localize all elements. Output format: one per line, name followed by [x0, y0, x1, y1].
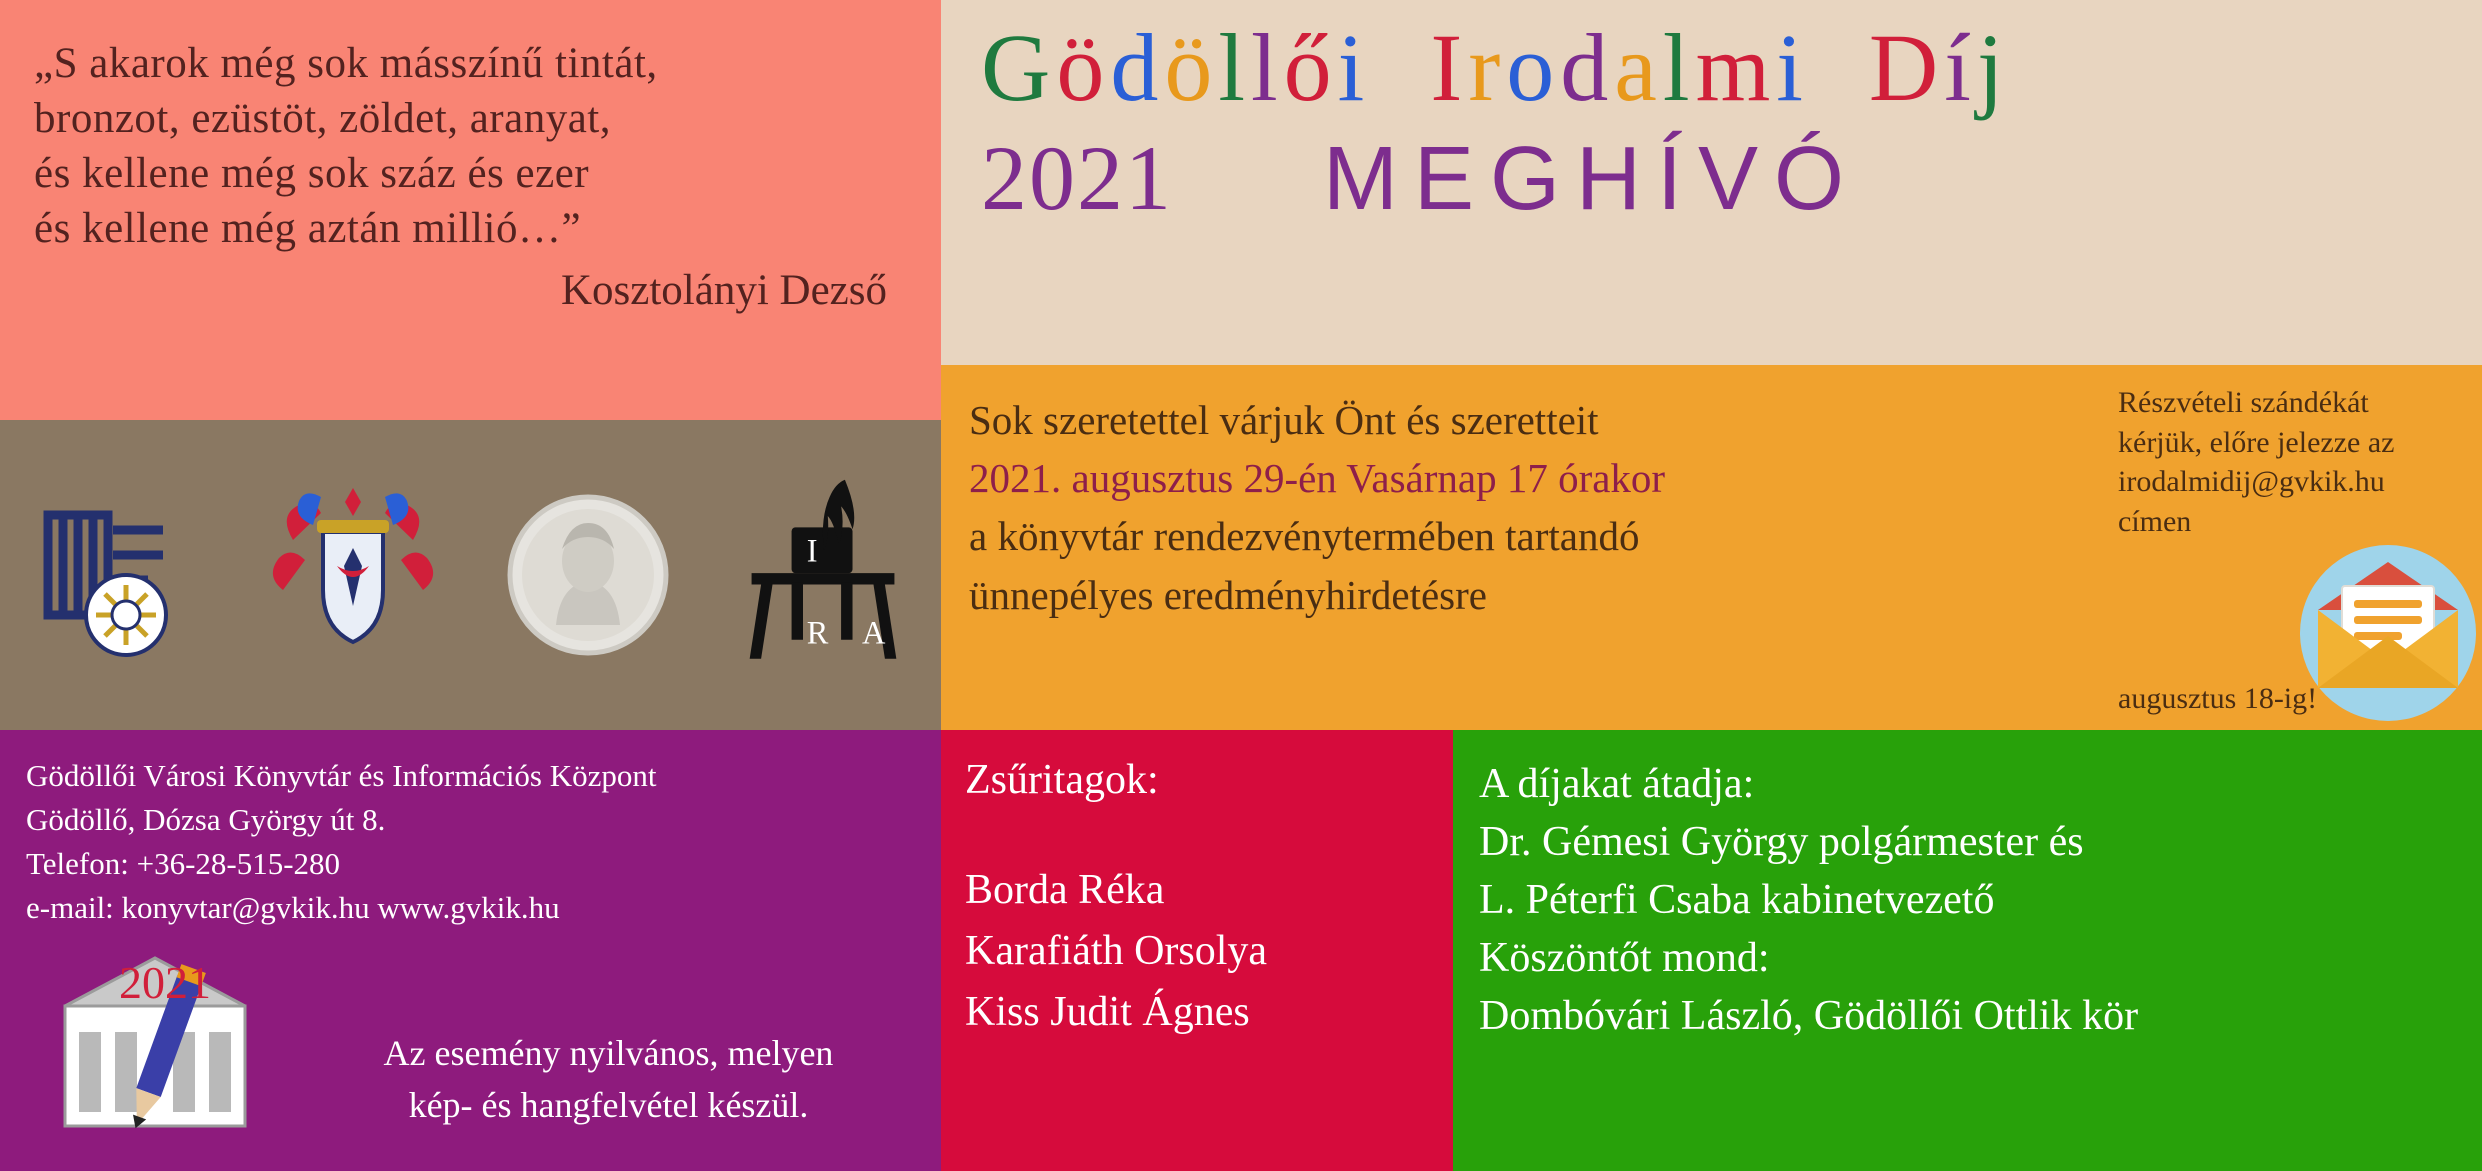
library-mark-year: 2021: [119, 957, 211, 1008]
contact-address: Gödöllő, Dózsa György út 8.: [26, 802, 386, 838]
title-letter-20: j: [1976, 14, 2010, 121]
meghivo-label: MEGHÍVÓ: [1323, 128, 1861, 229]
quote-line-2: bronzot, ezüstöt, zöldet, aranyat,: [34, 95, 611, 143]
invitation-line-1: Sok szeretettel várjuk Önt és szeretteit: [969, 397, 1599, 443]
title-letter-3: ö: [1164, 14, 1219, 121]
title-letter-9: I: [1430, 14, 1469, 121]
title-letter-7: i: [1337, 14, 1371, 121]
title-panel: [941, 0, 2482, 365]
contact-note-line-1: Az esemény nyilvános, melyen: [383, 1032, 834, 1073]
quote-line-1: „S akarok még sok másszínű tintát,: [34, 40, 658, 87]
medal-portrait: [488, 470, 688, 680]
title-letter-15: m: [1695, 14, 1777, 121]
title-letter-12: d: [1560, 14, 1615, 121]
library-logo-icon: [18, 475, 218, 675]
logos-panel: [0, 420, 941, 730]
page-title: [981, 14, 2482, 121]
contact-note-line-2: kép- és hangfelvétel készül.: [408, 1084, 809, 1125]
title-letter-4: l: [1218, 14, 1251, 121]
envelope-icon: [2278, 528, 2478, 728]
jury-title: Zsűritagok:: [965, 757, 1159, 803]
rsvp-line-1: Részvételi szándékát: [2118, 386, 2369, 419]
ira-desk-logo: [723, 470, 923, 680]
jury-member-2: Karafiáth Orsolya: [965, 927, 1268, 974]
jury-member-1: Borda Réka: [965, 867, 1165, 913]
title-letter-19: í: [1944, 14, 1977, 121]
ira-desk-icon: [723, 465, 923, 685]
awards-greeting-heading: Köszöntőt mond:: [1479, 934, 1770, 981]
svg-text:R: R: [807, 615, 829, 652]
title-letter-16: i: [1776, 14, 1809, 121]
contact-panel: [0, 730, 941, 1171]
year-label: 2021: [981, 126, 1173, 229]
awards-greeting-person: Dombóvári László, Gödöllői Ottlik kör: [1479, 992, 2139, 1039]
title-letter-8: [1370, 18, 1430, 119]
title-letter-2: d: [1110, 14, 1165, 121]
quote-line-3: és kellene még sok száz és ezer: [34, 150, 590, 198]
title-letter-6: ő: [1283, 14, 1338, 121]
rsvp-line-4: címen: [2118, 504, 2192, 538]
medal-portrait-icon: [488, 475, 688, 675]
quote-author: Kosztolányi Dezső: [560, 267, 887, 315]
quote-panel: [0, 0, 941, 420]
coat-of-arms-icon: [253, 470, 453, 680]
awards-panel: [1453, 730, 2482, 1171]
title-letter-11: o: [1506, 14, 1561, 121]
subtitle-row: [981, 125, 2482, 231]
jury-panel: [941, 730, 1453, 1171]
rsvp-deadline: augusztus 18-ig!: [2118, 682, 2318, 715]
title-letter-1: ö: [1056, 14, 1111, 121]
invitation-panel: [941, 365, 2102, 730]
rsvp-line-2: kérjük, előre jelezze az: [2118, 425, 2395, 459]
contact-organization: Gödöllői Városi Könyvtár és Információs Központ: [26, 758, 657, 793]
library-mark-icon: [45, 936, 285, 1151]
svg-text:I: I: [807, 533, 818, 570]
svg-text:A: A: [862, 615, 886, 652]
library-logo: [18, 470, 218, 680]
contact-note: [300, 1027, 917, 1131]
awards-presenter-1: Dr. Gémesi György polgármester és: [1479, 818, 2084, 865]
awards-heading: A díjakat átadja:: [1479, 761, 1755, 807]
title-letter-5: l: [1251, 14, 1284, 121]
jury-member-3: Kiss Judit Ágnes: [965, 988, 1250, 1035]
title-letter-14: l: [1662, 14, 1696, 121]
title-letter-18: D: [1868, 14, 1945, 121]
title-letter-17: [1809, 18, 1869, 119]
rsvp-email[interactable]: irodalmidij@gvkik.hu: [2118, 465, 2385, 499]
quote-line-4: és kellene még aztán millió…”: [34, 205, 582, 253]
awards-presenter-2: L. Péterfi Csaba kabinetvezető: [1479, 876, 1995, 923]
invitation-line-2: 2021. augusztus 29-én Vasárnap 17 órakor: [969, 455, 1666, 502]
contact-phone: Telefon: +36-28-515-280: [26, 846, 341, 882]
title-letter-10: r: [1468, 14, 1507, 121]
invitation-line-4: ünnepélyes eredményhirdetésre: [969, 571, 1487, 618]
contact-email-web[interactable]: e-mail: konyvtar@gvkik.hu www.gvkik.hu: [26, 890, 560, 926]
title-letter-13: a: [1614, 14, 1663, 121]
city-coat-of-arms: [253, 470, 453, 680]
title-letter-0: G: [981, 14, 1057, 121]
invitation-line-3: a könyvtár rendezvénytermében tartandó: [969, 513, 1640, 560]
rsvp-panel: [2102, 365, 2482, 730]
